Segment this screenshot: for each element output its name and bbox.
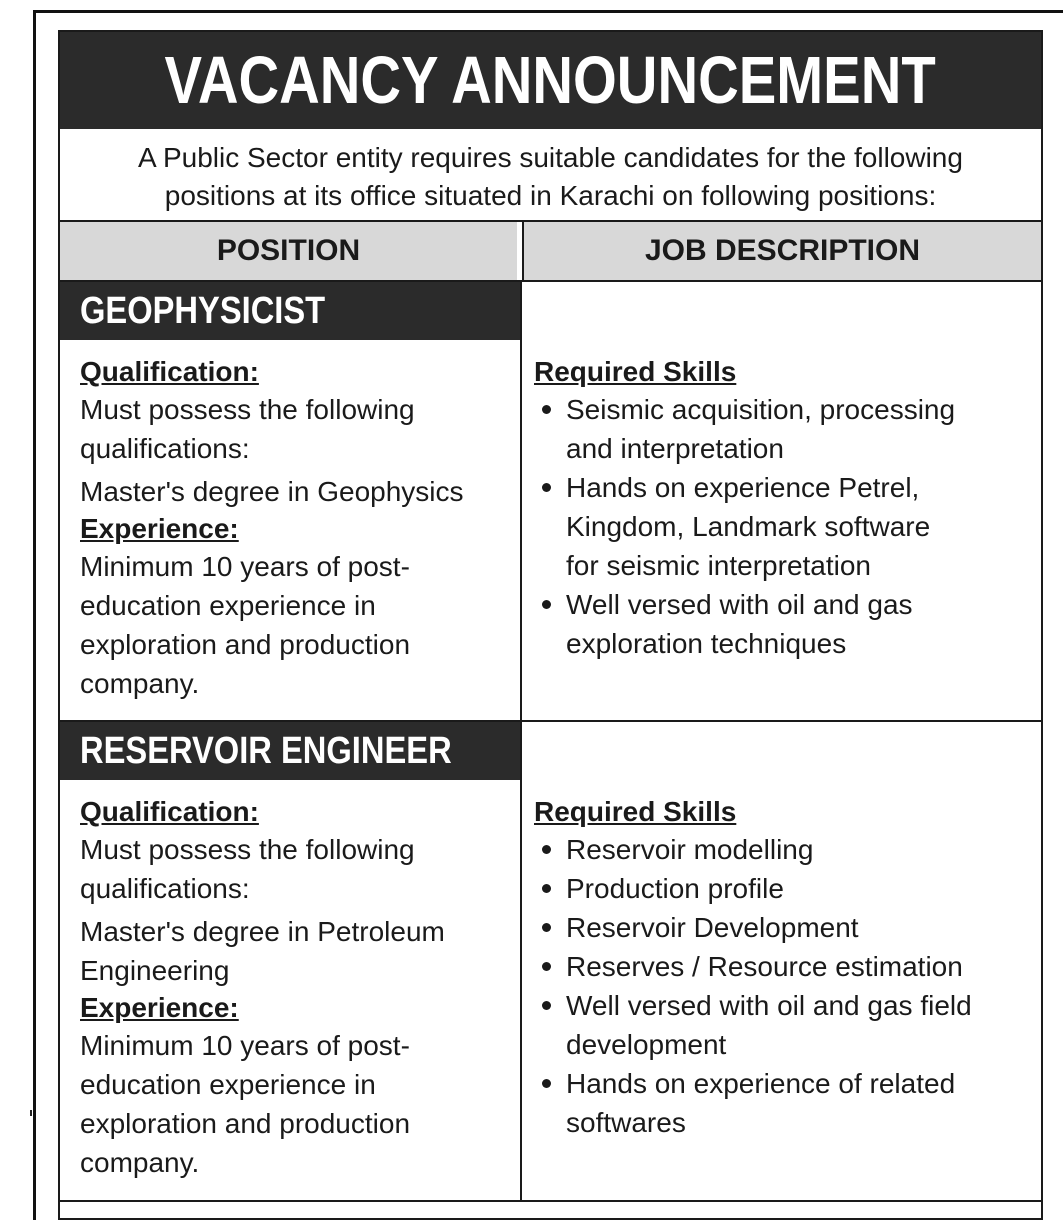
skill-item: Reserves / Resource estimation bbox=[534, 947, 1041, 986]
position-title bbox=[60, 282, 520, 340]
required-skills-label: Required Skills bbox=[534, 356, 737, 387]
position-column bbox=[60, 722, 522, 1200]
skill-item: Reservoir Development bbox=[534, 908, 1041, 947]
position-section-geophysicist bbox=[60, 282, 1041, 722]
qualification-label: Qualification: bbox=[80, 796, 259, 827]
skills-list bbox=[534, 830, 1041, 1142]
skill-item: Reservoir modelling bbox=[534, 830, 1041, 869]
qualification-text: Must possess the following qualifications: bbox=[80, 834, 415, 904]
position-column bbox=[60, 282, 522, 720]
skill-item: Hands on experience Petrel, Kingdom, Landmark software for seismic interpretation bbox=[534, 468, 1041, 585]
banner bbox=[60, 32, 1041, 129]
position-details bbox=[60, 780, 520, 1182]
position-title-text: RESERVOIR ENGINEER bbox=[80, 729, 452, 772]
experience-text: Minimum 10 years of post- education experience in exploration and production company. bbox=[80, 551, 411, 699]
experience-text: Minimum 10 years of post- education experience in exploration and production company. bbox=[80, 1030, 411, 1178]
skill-item: Hands on experience of related softwares bbox=[534, 1064, 1041, 1142]
column-header-job-description: JOB DESCRIPTION bbox=[522, 222, 1041, 280]
position-section-reservoir-engineer bbox=[60, 722, 1041, 1202]
skills-block bbox=[522, 282, 1041, 663]
column-header-position: POSITION bbox=[60, 222, 522, 280]
job-description-column bbox=[522, 282, 1041, 720]
stray-mark bbox=[30, 1110, 32, 1116]
degree-text: Master's degree in Geophysics bbox=[80, 476, 464, 507]
position-details bbox=[60, 340, 520, 703]
required-skills-label: Required Skills bbox=[534, 796, 737, 827]
skill-item: Production profile bbox=[534, 869, 1041, 908]
skill-item: Seismic acquisition, processing and interpretation bbox=[534, 390, 1041, 468]
banner-title: VACANCY ANNOUNCEMENT bbox=[164, 43, 937, 118]
vacancy-announcement bbox=[58, 30, 1043, 1220]
column-headers bbox=[60, 222, 1041, 282]
skills-block bbox=[522, 722, 1041, 1142]
qualification-text: Must possess the following qualifications: bbox=[80, 394, 415, 464]
skill-item: Well versed with oil and gas exploration techniques bbox=[534, 585, 1041, 663]
intro-text bbox=[60, 129, 1041, 222]
qualification-label: Qualification: bbox=[80, 356, 259, 387]
skills-list bbox=[534, 390, 1041, 663]
job-description-column bbox=[522, 722, 1041, 1200]
intro-line-2: positions at its office situated in Karachi on following positions: bbox=[164, 180, 937, 211]
skill-item: Well versed with oil and gas field development bbox=[534, 986, 1041, 1064]
intro-line-1: A Public Sector entity requires suitable candidates for the following bbox=[138, 142, 963, 173]
experience-label: Experience: bbox=[80, 992, 239, 1023]
experience-label: Experience: bbox=[80, 513, 239, 544]
position-title bbox=[60, 722, 520, 780]
position-title-text: GEOPHYSICIST bbox=[80, 289, 326, 332]
degree-text: Master's degree in Petroleum Engineering bbox=[80, 916, 445, 986]
